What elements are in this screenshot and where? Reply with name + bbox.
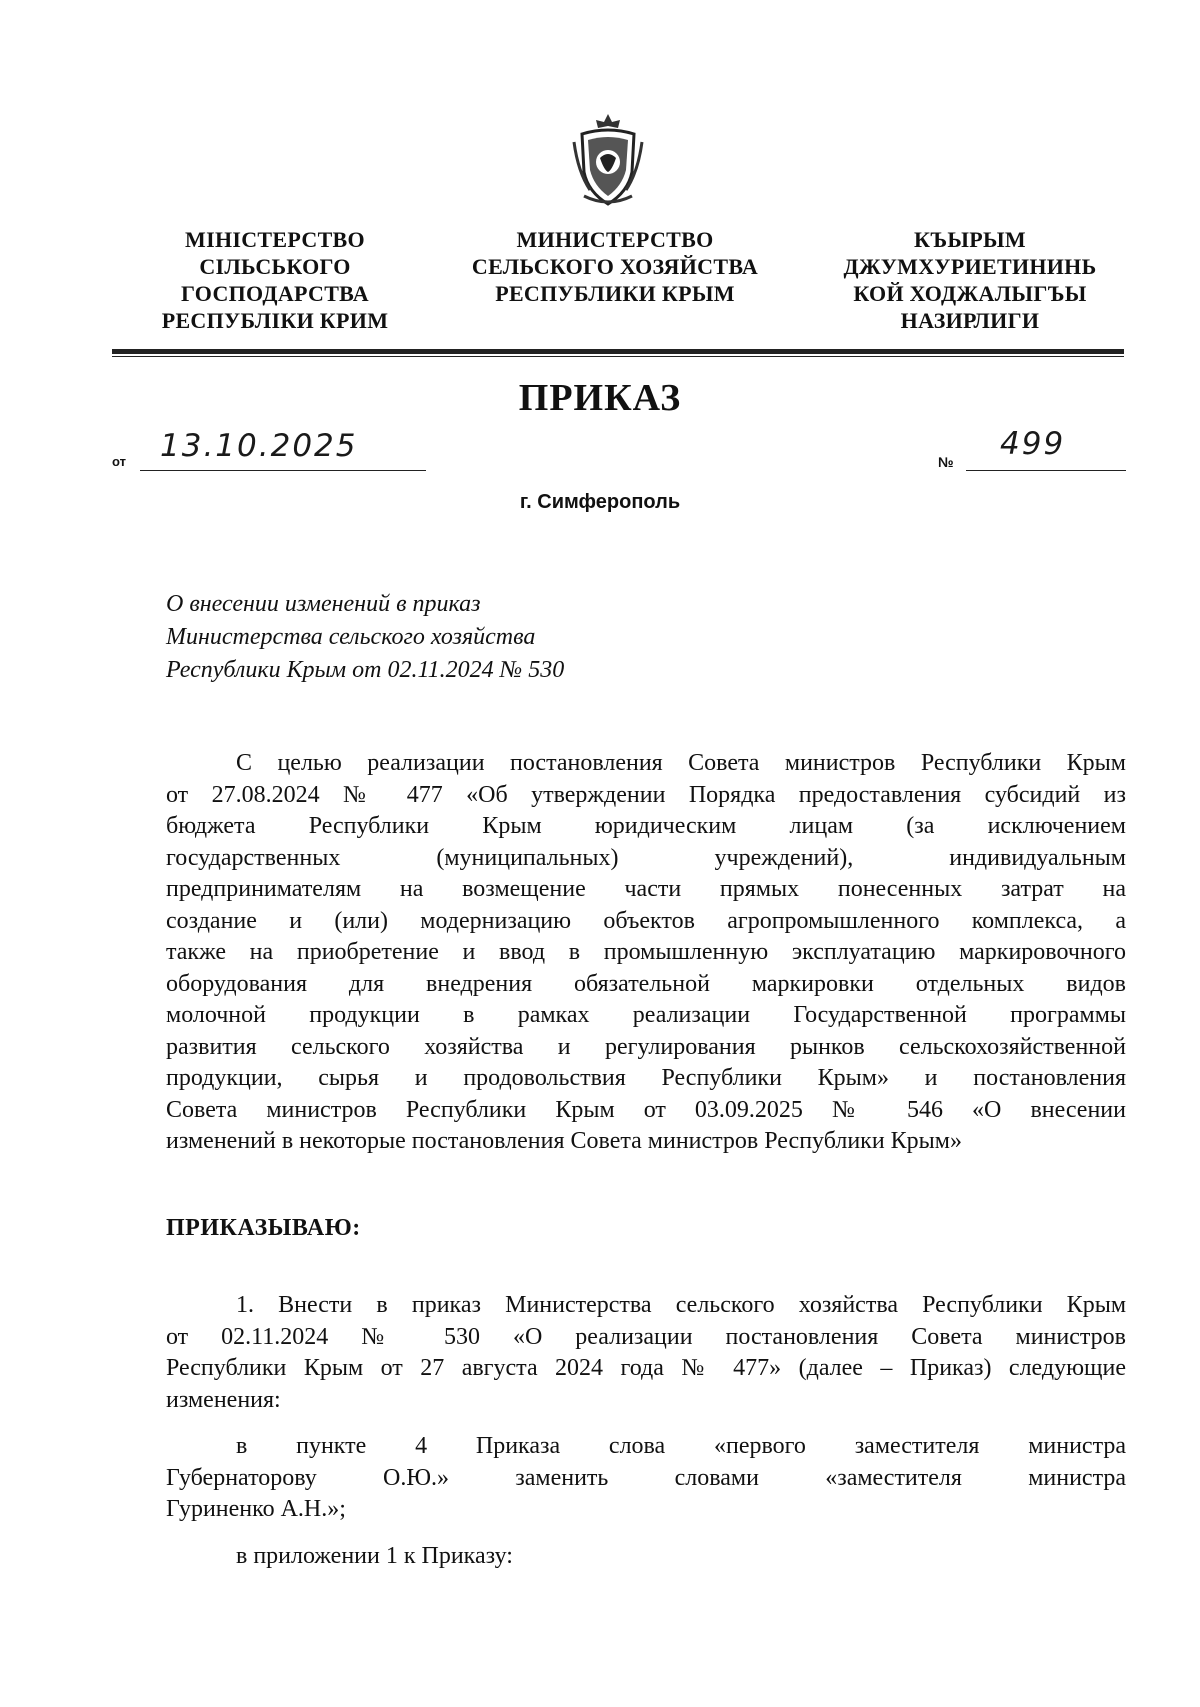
text-line: государственных (муниципальных) учреждений), индивидуальным bbox=[166, 844, 1126, 871]
header-crimean-tatar bbox=[810, 226, 1130, 334]
date-label: от bbox=[112, 454, 126, 469]
text-line: в приложении 1 к Приказу: bbox=[236, 1543, 513, 1569]
text-line: молочной продукции в рамках реализации Государственной программы bbox=[166, 1002, 1126, 1028]
text-line: развития сельского хозяйства и регулирования рынков сельскохозяйственной bbox=[166, 1033, 1126, 1060]
header-line: СЕЛЬСКОГО ХОЗЯЙСТВА bbox=[471, 254, 759, 279]
appendix-paragraph bbox=[236, 1541, 936, 1573]
order-directive: ПРИКАЗЫВАЮ: bbox=[166, 1215, 361, 1241]
subject-line: Республики Крым от 02.11.2024 № 530 bbox=[166, 657, 565, 683]
text-line: от 27.08.2024 № 477 «Об утверждении Порядка предоставления субсидий из bbox=[166, 781, 1126, 808]
text-line: предпринимателям на возмещение части прямых понесенных затрат на bbox=[166, 876, 1126, 902]
header-line: КОЙ ХОДЖАЛЫГЪЫ bbox=[853, 281, 1087, 306]
amendment-paragraph bbox=[166, 1431, 1126, 1526]
header-line: РЕСПУБЛИКИ КРЫМ bbox=[495, 281, 735, 306]
date-underline bbox=[140, 470, 426, 471]
text-line: продукции, сырья и продовольствия Республики Крым» и постановления bbox=[166, 1065, 1126, 1091]
text-line: изменения: bbox=[166, 1386, 281, 1413]
text-line: создание и (или) модернизацию объектов агропромышленного комплекса, а bbox=[166, 907, 1126, 934]
preamble-paragraph bbox=[166, 748, 1126, 1158]
header-russian bbox=[440, 226, 790, 307]
text-line: от 02.11.2024 № 530 «О реализации постановления Совета министров bbox=[166, 1323, 1126, 1350]
document-title: ПРИКАЗ bbox=[518, 377, 682, 419]
header-ukrainian bbox=[140, 226, 410, 334]
text-line: 1. Внести в приказ Министерства сельского хозяйства Республики Крым bbox=[236, 1292, 1126, 1318]
text-line: С целью реализации постановления Совета министров Республики Крым bbox=[236, 750, 1126, 776]
handwritten-date: 13.10.2025 bbox=[160, 428, 358, 464]
handwritten-number: 499 bbox=[1000, 426, 1066, 462]
header-line: МІНІСТЕРСТВО bbox=[185, 227, 365, 252]
header-line: КЪЫРЫМ bbox=[914, 227, 1026, 252]
subject-line: Министерства сельского хозяйства bbox=[166, 624, 536, 650]
text-line: Губернаторову О.Ю.» заменить словами «заместителя министра bbox=[166, 1464, 1126, 1491]
text-line: Гуриненко А.Н.»; bbox=[166, 1496, 346, 1522]
text-line: оборудования для внедрения обязательной маркировки отдельных видов bbox=[166, 970, 1126, 997]
order-subject bbox=[166, 588, 564, 687]
text-line: Совета министров Республики Крым от 03.09.2025 № 546 «О внесении bbox=[166, 1096, 1126, 1123]
text-line: также на приобретение и ввод в промышленную эксплуатацию маркировочного bbox=[166, 939, 1126, 965]
text-line: в пункте 4 Приказа слова «первого заместителя министра bbox=[236, 1433, 1126, 1459]
text-line: Республики Крым от 27 августа 2024 года № 477» (далее – Приказ) следующие bbox=[166, 1355, 1126, 1381]
text-line: изменений в некоторые постановления Совета министров Республики Крым» bbox=[166, 1128, 962, 1154]
header-line: РЕСПУБЛІКИ КРИМ bbox=[161, 308, 389, 333]
header-line: ГОСПОДАРСТВА bbox=[181, 281, 369, 306]
header-line: ДЖУМХУРИЕТИНИНЬ bbox=[843, 254, 1097, 279]
coat-of-arms-emblem bbox=[568, 112, 648, 208]
subject-line: О внесении изменений в приказ bbox=[166, 591, 481, 617]
header-divider-thin bbox=[112, 356, 1124, 357]
city-line: г. Симферополь bbox=[519, 491, 681, 513]
header-line: СІЛЬСЬКОГО bbox=[199, 254, 351, 279]
text-line: бюджета Республики Крым юридическим лицам (за исключением bbox=[166, 813, 1126, 839]
header-divider-thick bbox=[112, 349, 1124, 354]
header-line: МИНИСТЕРСТВО bbox=[516, 227, 714, 252]
header-line: НАЗИРЛИГИ bbox=[900, 308, 1040, 333]
number-label: № bbox=[938, 454, 954, 470]
number-underline bbox=[966, 470, 1126, 471]
clause-1-paragraph bbox=[166, 1290, 1126, 1416]
